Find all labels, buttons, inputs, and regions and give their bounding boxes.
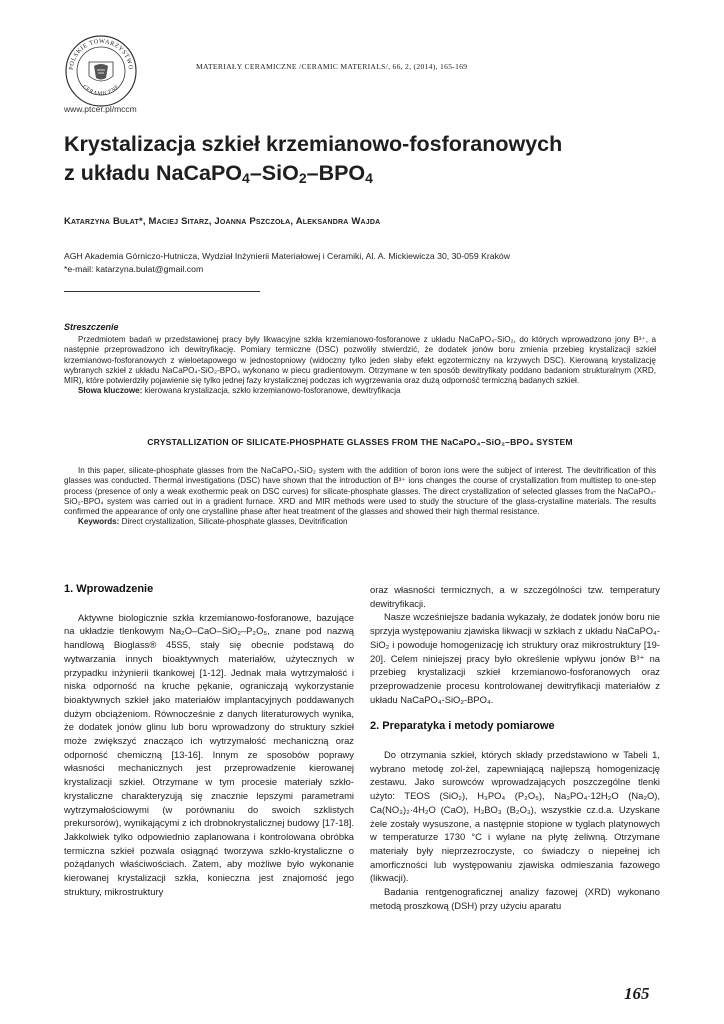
journal-url[interactable]: www.ptcer.pl/mccm	[64, 104, 137, 114]
section-2-paragraph-1: Do otrzymania szkieł, których składy przedstawiono w Tabeli 1, wybrano metodę zol-żel, zapewniającą najlepszą homogenizację zestawu. Jako surowców wprowadzających poszczególne tlenki użyto: TEOS (SiO₂), H₃PO₄ (P₂O₅), Na₃PO₄·12H₂O (Na₂O), Ca(NO₃)₂·4H₂O (CaO), H₃BO₃ (B₂O₃), wszystkie cz.d.a. Uzyskane żele zostały wysuszone, a następnie stopione w tyglach platynowych w temperaturze 1730 °C i wylane na płytę żeliwną. Otrzymane materiały były nieprzezroczyste, co świadczy o niepełnej ich amorficzności lub występowaniu zjawiska odmieszania fazowego (likwacji).	[370, 749, 660, 884]
title-line-1: Krystalizacja szkieł krzemianowo-fosforanowych	[64, 132, 563, 156]
logo-text-top: POLSKIE TOWARZYSTWO	[67, 37, 135, 71]
abstract-en	[64, 466, 656, 528]
section-2-heading: 2. Preparatyka i metody pomiarowe	[370, 720, 555, 733]
section-1-paragraph-2: Nasze wcześniejsze badania wykazały, że dodatek jonów boru nie sprzyja występowaniu zjawiska likwacji w szkłach z układu NaCaPO₄-SiO₂ i powoduje homogenizację ich struktury oraz mikrostruktury [19-20]. Celem niniejszej pracy było określenie wpływu jonów B³⁺ na przebieg krystalizacji szkieł krzemianowo-fosforanowych oraz przeprowadzenie procesu kontrolowanej dewitryfikacji materiałów z układu NaCaPO₄-SiO₂-BPO₄.	[370, 611, 660, 705]
section-2-paragraph-2: Badania rentgenograficznej analizy fazowej (XRD) wykonano metodą proszkową (DSH) przy użyciu aparatu	[370, 886, 660, 911]
affiliation	[64, 250, 664, 276]
authors: Katarzyna Bułat*, Maciej Sitarz, Joanna Pszczoła, Aleksandra Wajda	[64, 216, 381, 227]
journal-header: MATERIAŁY CERAMICZNE /CERAMIC MATERIALS/, 66, 2, (2014), 165-169	[196, 62, 468, 71]
abstract-pl	[64, 335, 656, 397]
keywords-en: Keywords: Direct crystallization, Silicate-phosphate glasses, Devitrification	[78, 517, 348, 527]
divider-rule	[64, 291, 260, 292]
keywords-pl: Słowa kluczowe: kierowana krystalizacja, szkło krzemianowo-fosforanowe, dewitryfikacja	[78, 386, 401, 396]
continued-paragraph: oraz własności termicznych, a w szczególności tzw. temperatury dewitryfikacji.	[370, 584, 660, 609]
article-title	[64, 130, 664, 193]
abstract-heading: Streszczenie	[64, 322, 119, 332]
title-line-2: z układu $NaCaPO_4-SiO_2-BPO_4$	[64, 161, 373, 186]
logo-text-bottom: CERAMICZNE	[81, 83, 121, 98]
svg-text:CERAMICZNE	[81, 84, 121, 97]
section-1-paragraph: Aktywne biologicznie szkła krzemianowo-fosforanowe, bazujące na układzie tlenkowym Na₂O–CaO–SiO₂–P₂O₅, znane pod nazwą handlową Bioglass® 45S5, stały się obecnie podstawą do wytwarzania innych bioaktywnych materiałów, użytecznych w przypadku inżynierii tkankowej [1-12]. Jednak mała wytrzymałość i niska odporność na kruche pękanie, ograniczają wykorzystanie bioaktywnych szkieł jako materiałów implantacyjnych poddawanych dużym obciążeniom. Równocześnie z danych literaturowych wynika, że dodatek jonów glinu lub boru wprowadzony do struktury szkieł może zwiększyć znacząco ich wytrzymałość mechaniczną oraz odporność chemiczną [13-16]. Innym ze sposobów poprawy własności mechanicznych jest przeprowadzenie kierowanej krystalizacji szkieł. Otrzymane w tym procesie materiały szkło-krystaliczne charakteryzują się znacznie lepszymi parametrami wytrzymałościowymi (w porównaniu do swoich szklistych prekursorów), wynikającymi z ich drobnokrystalicznej budowy [17-18]. Jakkolwiek tylko odpowiednio zaplanowana i kontrolowana obróbka termiczna szkieł pozwala osiągnąć tworzywa szkło-krystaliczne o pożądanych właściwościach. Zatem, aby możliwe było wykonanie kierowanej krystalizacji szkła, konieczna jest znajomość jego struktury, mikrostruktury	[64, 611, 354, 897]
abstract-pl-text: Przedmiotem badań w przedstawionej pracy były likwacyjne szkła krzemianowo-fosforanowe z układu NaCaPO₄-SiO₂, do których wprowadzono jony B³⁺, a następnie przeprowadzono ich dewitryfikację. Pomiary termiczne (DSC) pozwoliły stwierdzić, że dodatek jonów boru zmienia przebieg krystalizacji szkieł krzemianowo-fosforanowych z wieloetapowego w jednostopniowy (widoczny tylko jeden słaby efekt egzotermiczny na krzywych DSC). Kierowaną krystalizację wybranych szkieł z układu NaCaPO₄-SiO₂-BPO₄ wykonano w piecu gradientowym. Otrzymane w ten sposób dewitryfikaty poddano badaniom strukturalnym (XRD, MIR), które potwierdziły pojawienie się tylko jednej fazy krystalicznej podczas ich wygrzewania oraz dużą odporność termiczną badanych szkieł.	[64, 335, 656, 386]
page-number: 165	[624, 984, 650, 1003]
section-1-heading: 1. Wprowadzenie	[64, 583, 154, 595]
english-title: CRYSTALLIZATION OF SILICATE-PHOSPHATE GLASSES FROM THE NaCaPO₄–SiO₂–BPO₄ SYSTEM	[147, 437, 573, 447]
body-left-column	[64, 583, 354, 898]
abstract-en-text: In this paper, silicate-phosphate glasses from the NaCaPO₄-SiO₂ system with the addition of boron ions were the subject of interest. The devitrification of this glasses was conducted. Thermal investigations (DSC) have shown that the introduction of B³⁺ ions changes the course of crystallization from multistep to one-step process (presence of only a weak exothermic peak on DSC curves) for silicate-phosphate glasses. The direct crystallization of selected glasses from the NaCaPO₄-SiO₂-BPO₄ system was carried out in a gradient furnace. XRD and MIR methods were used to study the structure of the glass-crystalline materials. The results confirmed the appearance of only one crystalline phase after heat treatment of the glasses and showed their high thermal resistance.	[64, 466, 656, 517]
affiliation-address: AGH Akademia Górniczo-Hutnicza, Wydział Inżynierii Materiałowej i Ceramiki, Al. A. Mickiewicza 30, 30-059 Kraków	[64, 251, 511, 261]
affiliation-email[interactable]: *e-mail: katarzyna.bulat@gmail.com	[64, 264, 204, 274]
body-right-column	[370, 583, 660, 912]
society-logo	[64, 34, 138, 108]
